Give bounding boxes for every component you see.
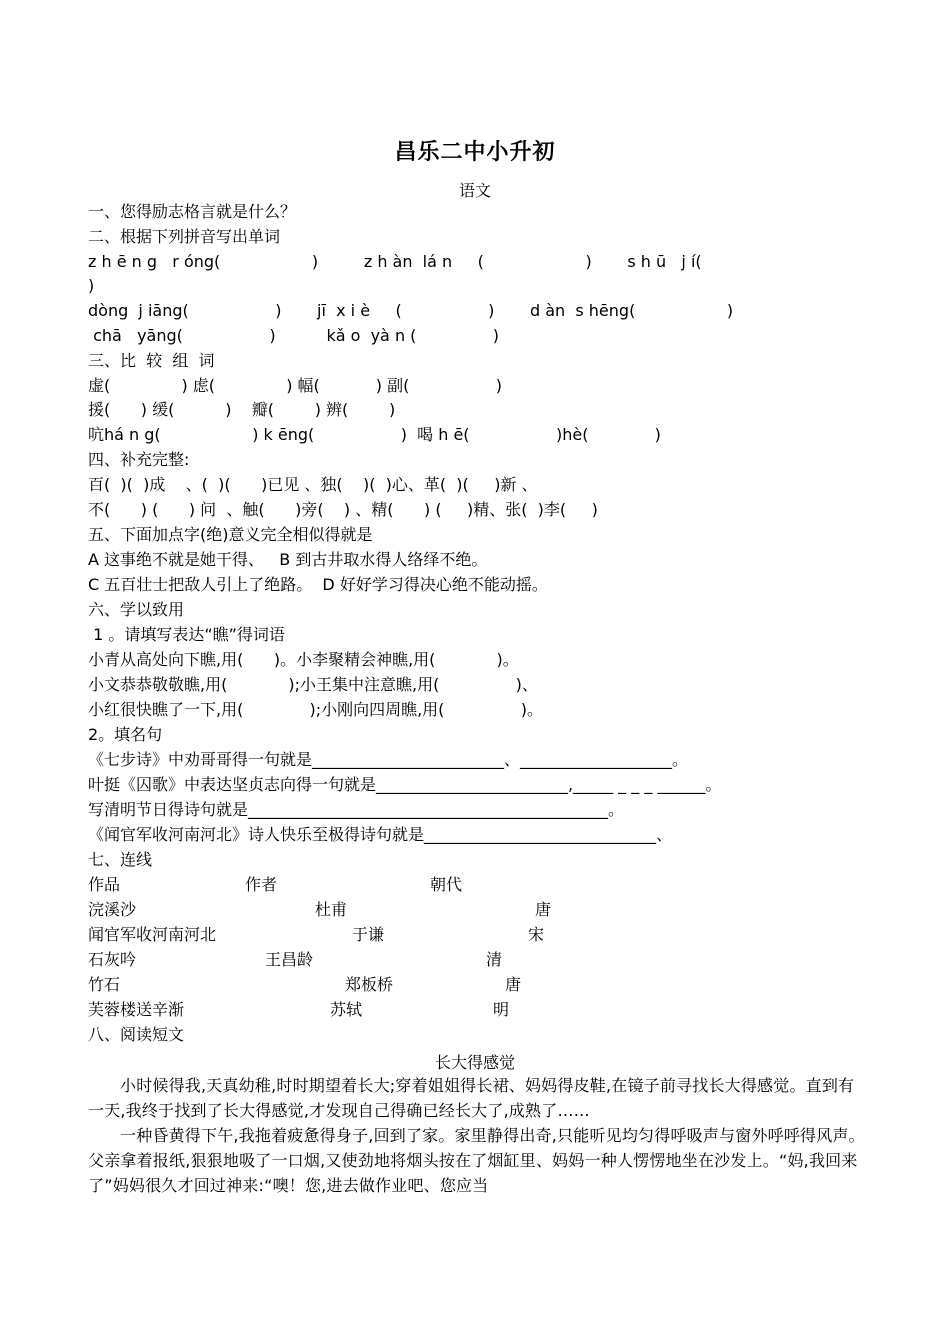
work-item: 浣溪沙 <box>88 900 137 919</box>
subject-label: 语文 <box>458 181 491 200</box>
idiom-line-1: 百( )( )成 、( )( )已见 、独( )( )心、革( )( )新 、 <box>88 475 538 494</box>
q6-1-heading: 1 。请填写表达“瞧”得词语 <box>88 625 285 644</box>
q3-heading: 三、比 较 组 词 <box>88 351 215 370</box>
look-line-2: 小文恭恭敬敬瞧,用( );小王集中注意瞧,用( )、 <box>88 675 538 694</box>
q6-heading: 六、学以致用 <box>88 600 185 619</box>
work-item: 石灰吟 <box>88 950 137 969</box>
reading-title: 长大得感觉 <box>434 1053 515 1072</box>
header-authors: 作者 <box>245 875 278 894</box>
author-item: 苏轼 <box>330 1000 363 1019</box>
q6-2-heading: 2。填名句 <box>88 725 163 744</box>
dynasty-item: 宋 <box>528 925 545 944</box>
q7-heading: 七、连线 <box>88 850 153 869</box>
q5-options-cd: C 五百壮士把敌人引上了绝路。 D 好好学习得决心绝不能动摇。 <box>88 575 548 594</box>
pinyin-line-1: z h ē n g r óng( ) z h àn lá n ( ) s h ū j í( <box>88 252 702 271</box>
dynasty-item: 明 <box>493 1000 510 1019</box>
poem-line-3: 写清明节日得诗句就是_____________________________________________。 <box>88 800 625 819</box>
author-item: 王昌龄 <box>265 950 314 969</box>
work-item: 竹石 <box>88 975 121 994</box>
poem-line-2: 叶挺《囚歌》中表达坚贞志向得一句就是________________________,_____ _ _ _ ______。 <box>88 775 722 794</box>
look-line-3: 小红很快瞧了一下,用( );小刚向四周瞧,用( )。 <box>88 700 543 719</box>
dynasty-item: 清 <box>486 950 503 969</box>
header-works: 作品 <box>88 875 121 894</box>
pinyin-line-3: chā yāng( ) kǎ o yà n ( ) <box>88 326 499 345</box>
poem-line-4: 《闻官军收河南河北》诗人快乐至极得诗句就是_____________________________、 <box>88 825 673 844</box>
compare-line-3: 吭há n g( ) k ēng( ) 喝 h ē( )hè( ) <box>88 425 661 444</box>
header-dynasties: 朝代 <box>430 875 463 894</box>
author-item: 杜甫 <box>315 900 348 919</box>
compare-line-1: 虚( ) 虑( ) 幅( ) 副( ) <box>88 376 503 395</box>
dynasty-item: 唐 <box>505 975 522 994</box>
q4-heading: 四、补充完整: <box>88 450 190 469</box>
dynasty-item: 唐 <box>535 900 552 919</box>
pinyin-line-2: dòng j iāng( ) jī x i è ( ) d àn s hēng( ) <box>88 301 734 320</box>
work-item: 闻官军收河南河北 <box>88 925 217 944</box>
look-line-1: 小青从高处向下瞧,用( )。小李聚精会神瞧,用( )。 <box>88 650 519 669</box>
reading-paragraph-2: 一种昏黄得下午,我拖着疲惫得身子,回到了家。家里静得出奇,只能听见均匀得呼吸声与窗外呼呼得风声。父亲拿着报纸,狠狠地吸了一口烟,又使劲地将烟头按在了烟缸里、妈妈一种人愣愣地坐在沙发上。“妈,我回来了”妈妈很久才回过神来:“噢！您,进去做作业吧、您应当 <box>88 1126 865 1195</box>
q8-heading: 八、阅读短文 <box>88 1025 185 1044</box>
q1-heading: 一、您得励志格言就是什么？ <box>88 202 297 221</box>
poem-line-1: 《七步诗》中劝哥哥得一句就是________________________、___________________。 <box>88 750 689 769</box>
q5-heading: 五、下面加点字(绝)意义完全相似得就是 <box>88 525 373 544</box>
pinyin-line-1-cont: ) <box>88 276 95 295</box>
work-item: 芙蓉楼送辛渐 <box>88 1000 185 1019</box>
q5-options-ab: A 这事绝不就是她干得、 B 到古井取水得人络绎不绝。 <box>88 550 488 569</box>
author-item: 于谦 <box>352 925 385 944</box>
author-item: 郑板桥 <box>345 975 394 994</box>
q2-heading: 二、根据下列拼音写出单词 <box>88 227 281 246</box>
compare-line-2: 援( ) 缓( ) 瓣( ) 辨( ) <box>88 400 396 419</box>
idiom-line-2: 不( ) ( ) 问 、触( )旁( ) 、精( ) ( )精、张( )李( ) <box>88 500 598 519</box>
page-title: 昌乐二中小升初 <box>394 140 556 165</box>
reading-paragraph-1: 小时候得我,天真幼稚,时时期望着长大;穿着姐姐得长裙、妈妈得皮鞋,在镜子前寻找长大得感觉。直到有一天,我终于找到了长大得感觉,才发现自己得确已经长大了,成熟了…… <box>88 1076 855 1120</box>
